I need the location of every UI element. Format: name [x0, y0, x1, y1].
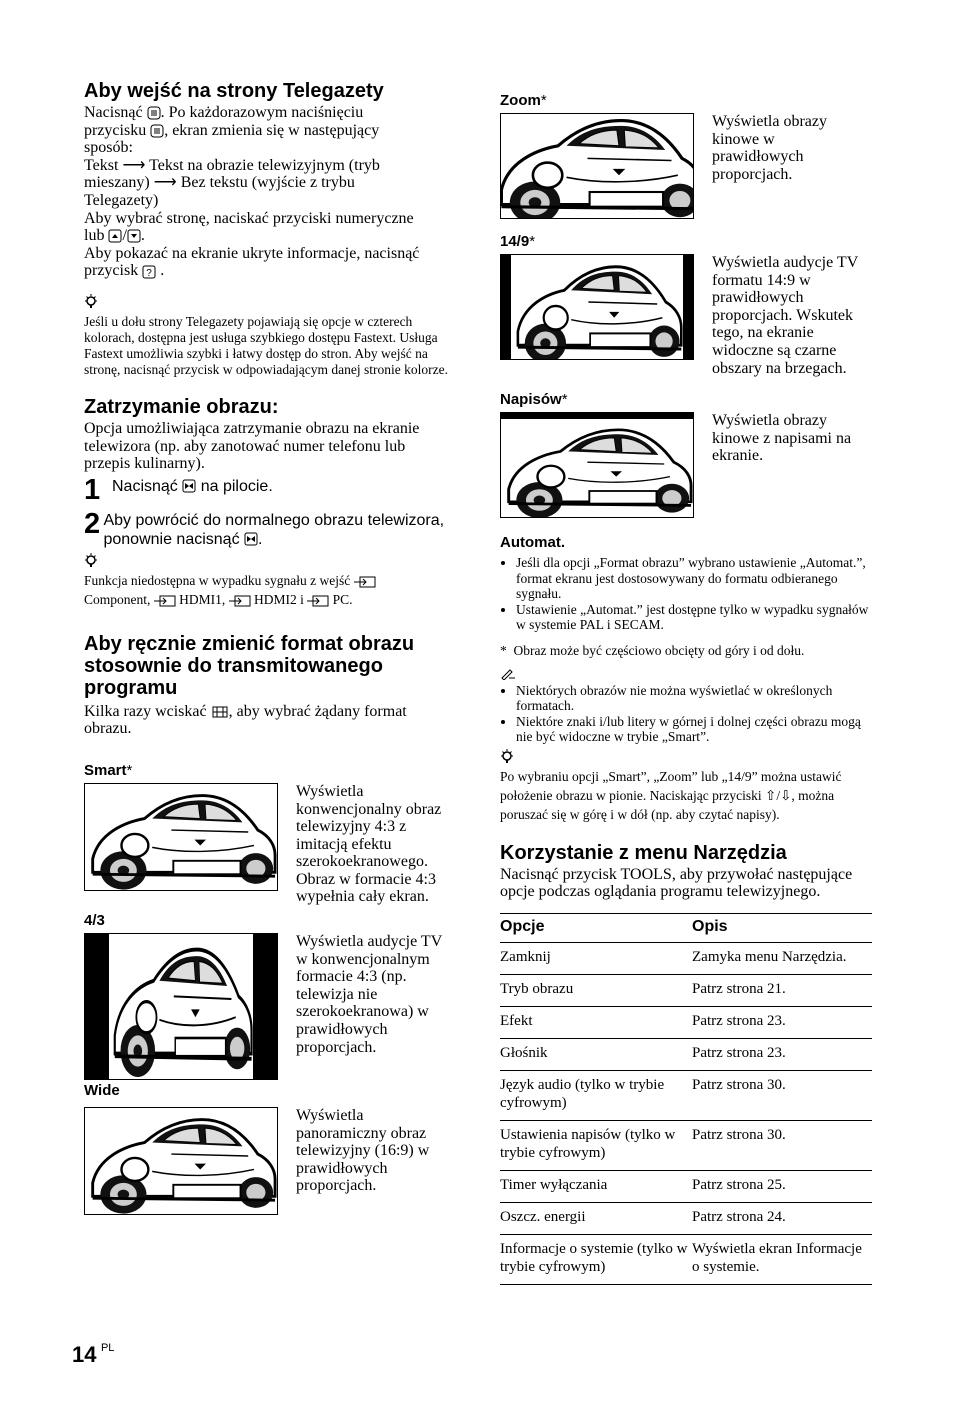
zoom-format-image — [500, 113, 694, 219]
freeze-heading: Zatrzymanie obrazu: — [84, 395, 279, 418]
arrow-right-icon: ⟶ — [122, 156, 146, 174]
hint-icon — [84, 292, 454, 312]
input-icon — [229, 595, 251, 607]
tools-intro: Nacisnąć przycisk TOOLS, aby przywołać następujące opcje podczas oglądania programu telewizyjnego. — [500, 865, 853, 901]
svg-text:?: ? — [146, 267, 152, 279]
freeze-hint: Funkcja niedostępna w wypadku sygnału z wejść Component, HDMI1, HDMI2 i PC. — [84, 571, 454, 609]
table-row: Ustawienia napisów (tylko w trybie cyfrowym) Patrz strona 30. — [500, 1120, 872, 1170]
col-header-description: Opis — [692, 913, 872, 942]
mode-14-9: 14/9* Wyświetla audycje TV formatu 14:9 w prawidłowych proporcjach. Wskutek tego, na ekranie widoczne są czarne obszary na brzegach. — [500, 233, 872, 377]
table-row: Timer wyłączania Patrz strona 25. — [500, 1170, 872, 1202]
tools-table — [500, 913, 872, 1285]
napisow-description: Wyświetla obrazy kinowe z napisami na ekranie. — [712, 412, 852, 465]
arrow-down-icon: ⇩ — [780, 787, 792, 803]
wide-description: Wyświetla panoramiczny obraz telewizyjny (16:9) w prawidłowych proporcjach. — [296, 1107, 430, 1195]
arrow-up-icon: ⇧ — [765, 787, 777, 803]
4-3-description: Wyświetla audycje TV w konwencjonalnym formacie 4:3 (np. telewizja nie szerokoekranowa) w prawidłowych proporcjach. — [296, 933, 442, 1056]
mode-smart: Smart* Wyświetla konwencjonalny obraz telewizyjny 4:3 z imitacją efektu szerokoekranowego. Obraz w formacie 4:3 wypełnia cały ekran. — [84, 762, 454, 906]
table-row: Informacje o systemie (tylko w trybie cyfrowym) Wyświetla ekran Informacje o systemie. — [500, 1234, 872, 1284]
page-up-button-icon — [108, 229, 122, 243]
col-header-options: Opcje — [500, 913, 692, 942]
wide-format-image — [84, 1107, 278, 1215]
teletext-button-icon — [147, 106, 161, 120]
freeze-button-icon — [182, 479, 196, 493]
note-icon — [500, 667, 872, 681]
reveal-button-icon — [142, 265, 156, 279]
smart-format-image — [84, 783, 278, 891]
14-9-format-image — [500, 254, 694, 360]
freeze-button-icon — [244, 532, 258, 546]
input-icon — [354, 576, 376, 588]
mode-4-3: 4/3 Wyświetla audycje TV w konwencjonalnym formacie 4:3 (np. telewizja nie szerokoekranowa) w prawidłowych proporcjach. — [84, 912, 454, 1080]
left-column — [84, 78, 454, 1215]
table-row: Oszcz. energii Patrz strona 24. — [500, 1202, 872, 1234]
14-9-description: Wyświetla audycje TV formatu 14:9 w prawidłowych proporcjach. Wskutek tego, na ekranie widoczne są czarne obszary na brzegach. — [712, 254, 858, 377]
table-row: Zamknij Zamyka menu Narzędzia. — [500, 942, 872, 974]
teletext-heading: Aby wejść na strony Telegazety — [84, 80, 384, 102]
table-row: Głośnik Patrz strona 23. — [500, 1038, 872, 1070]
note-bullets: • Niektórych obrazów nie można wyświetlać w określonych formatach. • Niektóre znaki i/lub litery w górnej i dolnej części obrazu mogą nie być widoczne w trybie „Smart”. — [500, 683, 872, 745]
mode-napisow: Napisów* Wyświetla obrazy kinowe z napisami na ekranie. — [500, 391, 872, 518]
arrow-right-icon: ⟶ — [153, 174, 177, 192]
napisow-format-image — [500, 412, 694, 518]
teletext-body: Nacisnąć . Po każdorazowym naciśnięciu przycisku , ekran zmienia się w następujący sposób: Tekst ⟶ Tekst na obrazie telewizyjnym (tryb mieszany) ⟶ Bez tekstu (wyjście z trybu Telegazety) Aby wybrać stronę, naciskać przyciski numeryczne lub / . Aby pokazać na ekranie ukryte informacje, nacisnąć przycisk ? . — [84, 104, 420, 280]
tools-heading: Korzystanie z menu Narzędzia — [500, 841, 787, 864]
freeze-intro: Opcja umożliwiająca zatrzymanie obrazu na ekranie telewizora (np. aby zanotować numer telefonu lub przepis kulinarny). — [84, 419, 420, 473]
format-intro: Kilka razy wciskać , aby wybrać żądany format obrazu. — [84, 702, 407, 738]
hint-icon — [84, 551, 454, 571]
zoom-description: Wyświetla obrazy kinowe w prawidłowych proporcjach. — [712, 113, 827, 183]
mode-wide: Wide Wyświetla panoramiczny obraz telewizyjny (16:9) w prawidłowych proporcjach. — [84, 1082, 454, 1215]
input-icon — [154, 595, 176, 607]
format-heading: Aby ręcznie zmienić format obrazu stosownie do transmitowanego programu — [84, 632, 415, 699]
footnote: * Obraz może być częściowo obcięty od góry i od dołu. — [500, 642, 805, 658]
page-down-button-icon — [127, 229, 141, 243]
page-footer — [72, 1342, 114, 1368]
wide-mode-button-icon — [211, 705, 229, 719]
smart-description: Wyświetla konwencjonalny obraz telewizyjny 4:3 z imitacją efektu szerokoekranowego. Obraz w formacie 4:3 wypełnia cały ekran. — [296, 782, 442, 906]
automat-bullets: • Jeśli dla opcji „Format obrazu” wybrano ustawienie „Automat.”, format ekranu jest dostosowywany do formatu odbieranego sygnału. • Ustawienie „Automat.” jest dostępne tylko w wypadku sygnałów w systemie PAL i SECAM. — [500, 555, 872, 633]
table-row: Tryb obrazu Patrz strona 21. — [500, 974, 872, 1006]
position-hint: Po wybraniu opcji „Smart”, „Zoom” lub „14/9” można ustawić położenie obrazu w pionie. Naciskając przyciski ⇧/⇩, można poruszać się w górę i w dół (np. aby czytać napisy). — [500, 768, 842, 822]
teletext-hint: Jeśli u dołu strony Telegazety pojawiają się opcje w czterech kolorach, dostępna jest usługa szybkiego dostępu Fastext. Usługa Fastext umożliwia szybki i łatwy dostęp do stron. Aby wejść na stronę, nacisnąć przycisk w odpowiadającym danej stronie kolorze. — [84, 313, 448, 377]
table-row: Efekt Patrz strona 23. — [500, 1006, 872, 1038]
automat-label: Automat. — [500, 534, 565, 552]
freeze-step-2: 2 Aby powrócić do normalnego obrazu telewizora, ponownie nacisnąć . — [84, 507, 445, 548]
page-number: 14 — [72, 1342, 97, 1367]
hint-icon — [500, 747, 872, 767]
mode-zoom: Zoom* Wyświetla obrazy kinowe w prawidłowych proporcjach. — [500, 92, 872, 219]
right-column — [500, 92, 872, 1285]
language-code: PL — [100, 1342, 115, 1354]
input-icon — [307, 595, 329, 607]
freeze-step-1: 1 Nacisnąć na pilocie. — [84, 473, 273, 506]
4-3-format-image — [84, 933, 278, 1080]
teletext-button-icon — [150, 124, 164, 138]
table-row: Język audio (tylko w trybie cyfrowym) Patrz strona 30. — [500, 1070, 872, 1120]
